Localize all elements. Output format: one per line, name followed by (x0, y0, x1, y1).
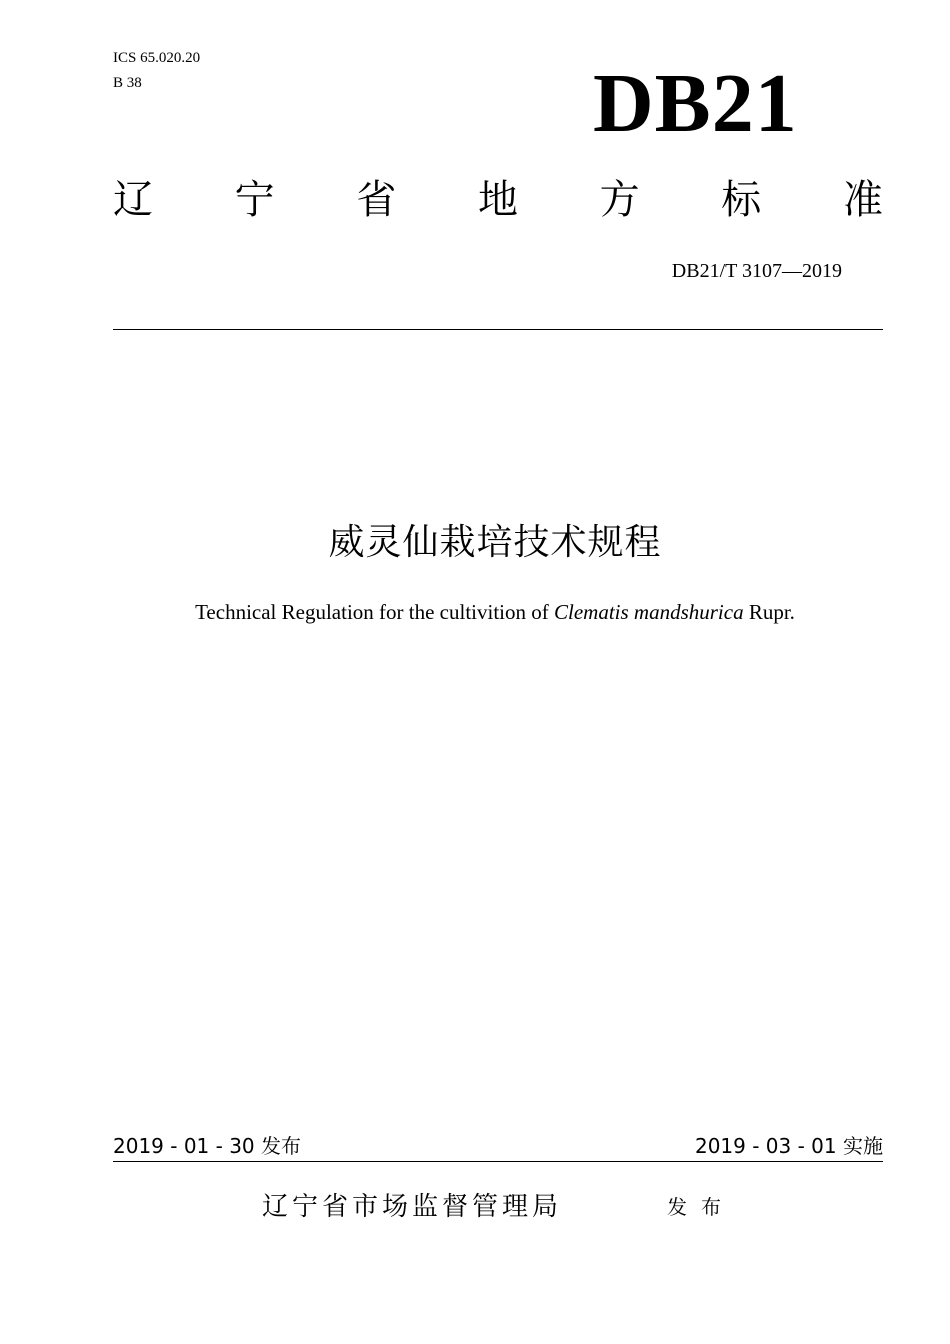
title-english-prefix: Technical Regulation for the cultivition of (195, 600, 554, 624)
title-english-species: Clematis mandshurica (554, 600, 744, 624)
issuing-authority: 辽宁省市场监督管理局 (262, 1192, 563, 1222)
standard-number: DB21/T 3107—2019 (671, 260, 842, 282)
standard-type-char: 准 (842, 177, 883, 223)
standard-type (113, 176, 883, 224)
standard-type-char: 宁 (234, 177, 275, 223)
standard-type-char: 方 (599, 177, 640, 223)
footer-divider (113, 1161, 883, 1162)
standard-type-char: 标 (721, 177, 762, 223)
implement-date: 2019 - 03 - 01 实施 (694, 1134, 883, 1158)
header-divider (113, 329, 883, 330)
title-english-suffix: Rupr. (743, 600, 795, 624)
title-english (0, 598, 950, 626)
db21-logo: DB21 (593, 57, 798, 150)
standard-type-char: 地 (477, 177, 518, 223)
title-chinese: 威灵仙栽培技术规程 (328, 522, 662, 563)
ics-code: ICS 65.020.20 (113, 50, 201, 66)
ccs-code: B 38 (113, 75, 142, 91)
standard-type-char: 辽 (113, 177, 153, 223)
issue-word: 发布 (667, 1195, 735, 1219)
publish-date: 2019 - 01 - 30 发布 (113, 1134, 302, 1158)
standard-type-char: 省 (356, 177, 397, 223)
